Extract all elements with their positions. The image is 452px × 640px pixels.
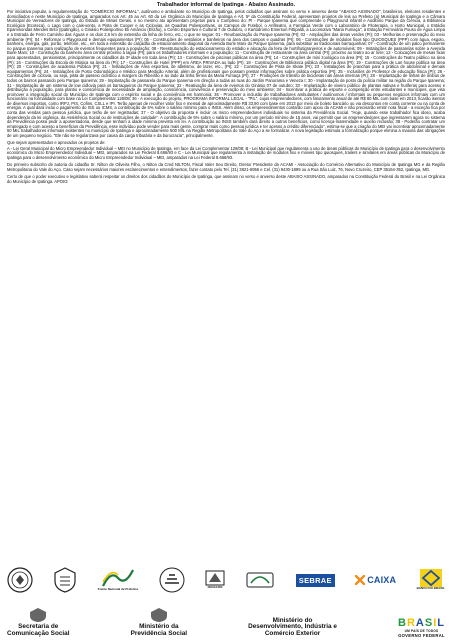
document-body bbox=[7, 10, 445, 184]
sebrae-logo: SEBRAE bbox=[296, 574, 335, 587]
secretaria-comunicacao-block: Secretaria de Comunicação Social bbox=[7, 608, 70, 638]
organization-logo bbox=[245, 569, 275, 591]
banco-do-brasil-logo: BANCO DO BRASIL bbox=[417, 569, 445, 590]
governo-federal-logo bbox=[398, 618, 445, 638]
brasil-tagline: UM PAÍS DE TODOS bbox=[404, 629, 439, 633]
laws-text: A - Lei Geral Municipal do Micro Empreendedor Individual – MEI no Município de Ipatinga, em face da Lei Complementar 128/08; B - Lei Municipal que regulamenta o uso de áreas públicas do Município de Ipatinga para o desenvolvimento econômico do Micro Empreendedor Individual – MEI, amparados na Lei Federal 8.666/93 e C - Lei Municipal que regulamenta a instalação de módulos fixo e móveis tipo quiosques, trailers e similares em áreas públicas do Município de Ipatinga para o desenvolvimento econômico do Micro Empreendedor Individual – MEI, amparados na Lei Federal 8.666/93. bbox=[7, 145, 445, 160]
laws-intro: Que sejam apresentados e aprovados os projetos de: bbox=[7, 139, 106, 145]
closing-text: Certo de que o poder executivo e legislativo saberá respeitar os direitos dos cidadãos do Município de Ipatinga, que assinam no verso e anverso deste ABAIXO ASSINADO, amparados na Constituição Federal do Brasil e na Lei Orgânica do Município de Ipatinga. APOIO: bbox=[7, 174, 445, 184]
ministerio-desenvolvimento-block: Ministério do Desenvolvimento, Indústria e Comércio Exterior bbox=[248, 616, 337, 638]
caixa-logo: CAIXA bbox=[355, 575, 396, 585]
frente-nacional-prefeitos-logo: Frente Nacional de Prefeitos bbox=[98, 568, 139, 591]
fenacon-logo: FENACON bbox=[205, 570, 225, 589]
brasil-wordmark: BRASIL bbox=[397, 617, 445, 629]
signatory-text: Do primeiro subscrito de autoria do cidadão Sr. Nilton de Oliveira Filho, o Nilton da Cred NILTON, Fiscal Valer Seu Direito, Diretor Presidente da ACAMI - Associação do Comércio Alternativo do Município de Ipatinga MG e da Região Metropolitana do Vale do Aço. Caso sejam necessários maiores esclarecimentos e entendimentos, fazer contato pelo Tel. (31) 3821-6956 e Cel. (31) 9430-1899 ou a Rua São Luiz, 76, Novo Cruzeiro, CEP 35164-352, Ipatinga, MG. bbox=[7, 162, 445, 172]
seal-logo-2 bbox=[53, 567, 77, 593]
government-footer bbox=[7, 600, 445, 638]
ministerio-previdencia-block: Ministério da Previdência Social bbox=[131, 608, 187, 638]
main-paragraph: Por iniciativa popular, a regulamentação do "COMÉRCIO INFORMAL", autônomo e ambulante no Município de Ipatinga, pelos cidadãos que assinam no verso e anverso deste "ABAIXO ASSINADO", brasileiros, eleitores residentes e domiciliados e neste Município de Ipatinga, amparados nos Art. 45 ao Art. 60 da Lei Orgânica do Município de Ipatinga e Art. 5º da Constituição Federal, apresentam projetos de leis ao Prefeito (a) Municipal de Ipatinga e a Câmara Municipal de Vereadores de Ipatinga, do Estado de Minas Gerais, e no mesmo ato apresentam projetos para o Complexo do: PI - Parque Ipanema que compreende o Playground infantil e Auditório Parque da Ciência, a Biblioteca Ecológica (Ecoteca), o Lago com o cais-vento, a Pista de Cooper e as Ciclovias, as Quadras Poliesportivas, os Campos de Futebol, o Anfiteatro, a Farmácia Verde com o Laboratório de Fitoterapia, o Horto Municipal, o Estádio Epaminondas Mendes Brito (Ipatingão), o Ginásio Poliesportivo Eli Amâncio (Elizão), o Centro Esportivo e Cultural 7 de Outubro, o Kartódromo Emerson Fittipaldi, a Locomotiva "Maria Fumaça", a Estação Ferroviária Pouso de Água Limpa e a Estrada de Ferro Caminho das Águas e os dois 2,6 km de extensão da linha de ferro, etc.; o que se segue: 01 - Reurbanização do Parque Ipanema (PI); 02 - Ampliações das áreas verdes (PI); 03 - Melhorias e preservação do meio ambiente (PI); 04 - Reformar o Playground e demais equipamentos (PI); 05 - Construções de vestiários e banheiros na área dos campos e quadras (PI); 06 - Construções de módulos fixos tipo QUIOSQUES (PPP) com água, esgoto, banheiro, energia, gás, porão, telefone, etc., em toda a extensão do calçadão de estacionamento diagonal da Avenida Burle Marx do Parque Ipanema, para substituir as tradicionais barraquinhas; 07 - Construção de um palco permanente no parque Ipanema para realização de eventos frequentes para a população; 08 - Reestruturação do estacionamento do estádio e alocação da feira de hortifrutigranjeiros e de automóveis; 09 - Instalações de passarelas sobre a Avenida Burle Marx; 10 - Construção do banheiro área central próximo à lagoa (PI); para os trabalhadores informais e a população; 11 - Construção de restaurante na área central (PI); próximo ao teatro ao ar livre; 12 - Colocações de mesas fixas para aposentados, pensionistas, principalmente os cidadãos da 3ª idade em toda área (PI); 13 - Construções de piscinas públicas na área (PI); 14 - Construções de mini zoológico na área (PI); 15 - Construções do Teatro público na área (PI); 16 - Construções da Escola de Música na área do (PI); 17 - Construções de Hotel (PPP) em ÁREA PRIVADA ao lado (PI); 18 - Construções de Biblioteca pública digital na área (PI); 19 - Construções de Lan house pública na área (PI); 20 - Construções de academia Pública (PI); 21 - Instalações de Área esportiva, de atletismo, de lazer, etc., (PI); 22 - Construções de Pista de Skate (PI); 23 - Instalações de pranchas para a prática de abdominal e demais equipamentos (PI); 24 - Instalações de Posto Odontológico e Médico para Medição Arterial, além de profissionais que possam prestar informações sobre prática esportiva (PI); 25 - Inclusões de Professor de educação física (PI); 26 - Construções de ciclovia, ou seja, pista de passeio ciclístico a margem do Ribeirão e ao lado da linha férrea da Maria Fumaça (PI); 27 - Proibições de trânsito de bicicletas nas áreas internas (PI); 28 - Implantação de linhas de ônibus de todos os bairros passando pelo Parque Ipanema; 29 - Implantação de passarela do Parque Ipanema em direção a todas as ruas do Jardim Panorama e Veneza I; 30 - Implantação de posto da polícia militar na região do Parque Ipanema; 31 - Implantação de um sistema de low cidlovia para os barraqueiros do Parque Ipanema; 32 - Reativação da área de eventos do Ginásio 07 de outubro; 33 - Implantação de viveiro público de plantas nativas e frutíferas para acesso e distribuição à população, para plantio e consciência de necessidade de ampliação, consciência, convivência e preservação do meio ambiente; 34 - Incentivar a prática de esporte e competição entre estudantes e munícipes, que visa promover a integração social do Município de Ipatinga com o espírito social e da convivência em harmonia; 35 - Promover a inclusão de trabalhadores ambulantes / autônomos / informais ou pequenos negócios informais com um funcionário na formalidade com base na Lei Complementar 128/08; 36 - A execução do projeto, PROGRAMA INFORMAL LEGAL - "PIL", cujos empreendedores, com faturamento anual de até R$ 60 MIL com base em 2013, ficarão isentos de diversos impostos, como IRPJ, PIS, Cofins, CSLL e IPI. Terão apenas de recolher valor fixo e mensal de aproximadamente R$ 33,90 com base em 2013 por meio de boleto bancário ou via descontos em conta corrente ou na conta de energia. A qual dará inclui o pagamento do ISS ou ICMS, a contribuição de 5% sobre o salário mínimo para o INSS. Além disso, os empreendimentos contarão com apoio da ACAMI e não precisarão emitir nota fiscal - a exceção fica por conta das vendas para pessoa jurídica, que terão de ser registradas; 37 - O objetivo da proposta é incluir os micro empreendedores individuais no sistema da Previdência Social. "Hoje, quando esse trabalhador fica idoso, acaba dependendo da lei orgânica, da Assistência Social ou de instituições de caridade". A contribuição de 5% sobre o salário mínimo, por um período mínimo de 15 anos, vai permitir que os empreendedores que ingressarem agora no sistema da Previdência possa pedir a aposentadoria, desde que tenham a idade mínima prevista em lei. A contribuição ao INSS também dará direito a outros benefícios, como licença-maternidade e auxílio reclusão; 38 - Poderão contratar um empregado e com acesso a benefícios da Previdência, esse indivíduo pode vender para mais gente, comprar mais como pessoa jurídica e ter acesso a crédito diferenciado", estima-se que a criação do MEI vai incentivar aproximadamente 50 MIL trabalhadores informais existentes no município de Ipatinga e aproximadamente 500 MIL na Região Metropolitana do Vale do Aço a se formalizar. A nova legislação estimula a formalização porque elimina a maioria das obrigações de um pequeno negócio. "Ele não se regularizava por causa da carga tributária e da burocracia", principalmente. bbox=[7, 9, 445, 139]
coat-of-arms-icon bbox=[30, 608, 46, 622]
governo-federal-label: GOVERNO FEDERAL bbox=[398, 633, 445, 638]
coat-of-arms-icon bbox=[151, 608, 167, 622]
seal-logo-1 bbox=[7, 567, 33, 593]
document-title: Trabalhador informal de Ipatinga - Abaixo Assinado. bbox=[156, 2, 296, 8]
supporters-logos-row bbox=[7, 562, 445, 598]
seal-logo-3 bbox=[159, 567, 185, 593]
